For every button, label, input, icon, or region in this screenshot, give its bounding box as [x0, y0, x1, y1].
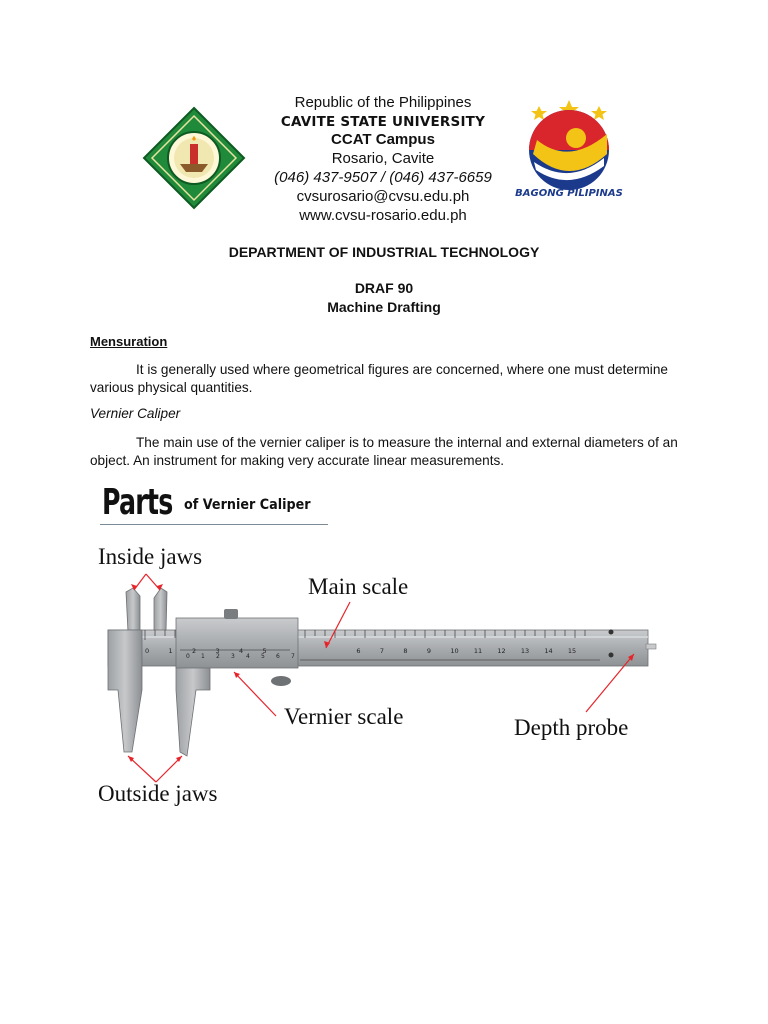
- section-title-mensuration: Mensuration: [90, 334, 168, 349]
- header-republic: Republic of the Philippines: [294, 94, 472, 111]
- vernier-scale-number: 7: [291, 653, 295, 660]
- main-scale-number: 13: [520, 647, 530, 655]
- vernier-scale-number: 6: [276, 653, 280, 660]
- main-scale-number: 11: [473, 647, 483, 655]
- label-main-scale: Main scale: [308, 574, 409, 599]
- header-campus: CCAT Campus: [331, 131, 435, 148]
- main-scale-number: 3: [215, 647, 220, 655]
- university-seal-logo: [142, 106, 246, 210]
- vernier-scale-number: 4: [246, 653, 250, 660]
- bagong-pilipinas-text: BAGONG PILIPINAS: [515, 188, 623, 199]
- vernier-scale-number: 2: [216, 653, 220, 660]
- label-inside-jaws: Inside jaws: [98, 544, 203, 569]
- course-code: DRAF 90: [354, 280, 414, 296]
- label-outside-jaws: Outside jaws: [98, 781, 218, 806]
- mensuration-paragraph: It is generally used where geometrical figures are concerned, where one must determine various physical quantities.: [90, 362, 668, 395]
- label-depth-probe: Depth probe: [514, 715, 629, 740]
- label-vernier-scale: Vernier scale: [284, 704, 404, 729]
- header-website[interactable]: www.cvsu-rosario.edu.ph: [299, 207, 467, 224]
- main-scale-number: 0: [145, 647, 150, 655]
- header-phone: (046) 437-9507 / (046) 437-6659: [274, 169, 492, 186]
- vernier-scale-number: 5: [261, 653, 265, 660]
- vernier-scale-number: 0: [186, 653, 190, 660]
- seal-icon: [142, 106, 246, 210]
- header-university: CAVITE STATE UNIVERSITY: [280, 114, 486, 130]
- vernier-scale-number: 1: [201, 653, 205, 660]
- header-email[interactable]: cvsurosario@cvsu.edu.ph: [296, 188, 470, 205]
- figure-title-parts: Parts: [102, 482, 173, 523]
- main-scale-number: 1: [168, 647, 173, 655]
- main-scale-number: 14: [544, 647, 553, 655]
- figure-title-rule: [100, 524, 328, 525]
- course-title: Machine Drafting: [327, 299, 441, 315]
- main-scale-number: 6: [356, 647, 361, 655]
- bagong-pilipinas-logo: [512, 92, 626, 204]
- vernier-caliper-paragraph: The main use of the vernier caliper is to measure the internal and external diameters of an object. An instrument for making very accurate linear measurements.: [90, 435, 678, 468]
- header-location: Rosario, Cavite: [331, 150, 435, 167]
- main-scale-number: 9: [426, 647, 432, 655]
- main-scale-number: 10: [450, 647, 459, 655]
- vernier-caliper-subheading: Vernier Caliper: [90, 406, 181, 421]
- main-scale-number: 4: [239, 647, 244, 655]
- main-scale-number: 8: [403, 647, 408, 655]
- figure-title-subtitle: of Vernier Caliper: [184, 497, 311, 513]
- main-scale-number: 2: [192, 647, 197, 655]
- vernier-scale-number: 3: [231, 653, 235, 660]
- main-scale-number: 7: [379, 647, 385, 655]
- main-scale-number: 15: [567, 647, 577, 655]
- main-scale-number: 5: [262, 647, 267, 655]
- main-scale-number: 12: [497, 647, 506, 655]
- department-title: DEPARTMENT OF INDUSTRIAL TECHNOLOGY: [228, 244, 540, 260]
